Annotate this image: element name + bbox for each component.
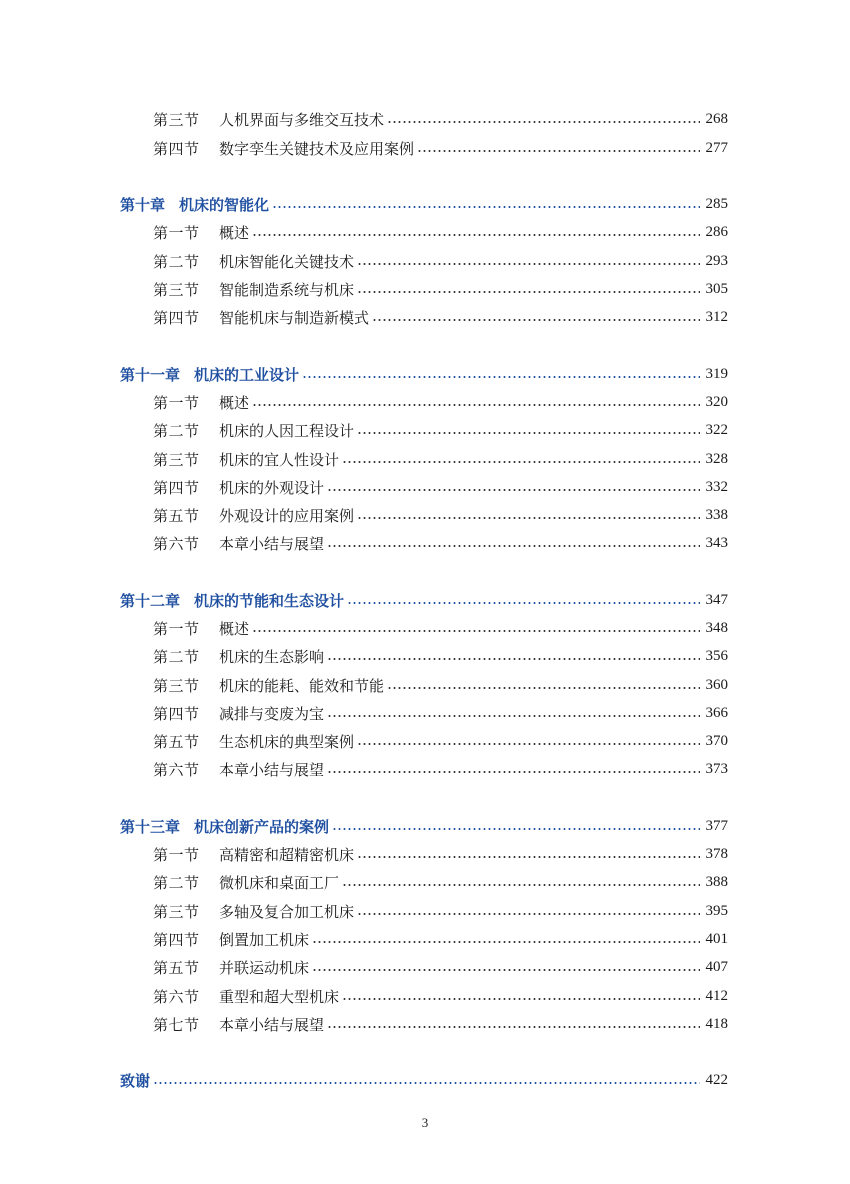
toc-section-entry[interactable]	[153, 871, 728, 893]
dot-leader	[327, 489, 699, 491]
dot-leader	[327, 545, 699, 547]
section-number: 第三节	[153, 676, 200, 695]
toc-section-entry[interactable]	[153, 419, 728, 441]
entry-page-number: 418	[705, 1015, 728, 1032]
dot-leader	[153, 1082, 699, 1084]
dot-leader	[387, 121, 699, 123]
section-number: 第三节	[153, 280, 200, 299]
entry-page-number: 395	[705, 902, 728, 919]
entry-page-number: 338	[705, 506, 728, 523]
section-number: 第二节	[153, 647, 200, 666]
section-number: 第四节	[153, 308, 200, 327]
entry-page-number: 373	[705, 760, 728, 777]
entry-title: 机床的工业设计	[194, 365, 300, 384]
toc-section-entry[interactable]	[153, 702, 728, 724]
section-number: 第四节	[153, 930, 200, 949]
section-number: 第六节	[153, 534, 200, 553]
section-number: 第一节	[153, 393, 200, 412]
entry-title: 人机界面与多维交互技术	[219, 110, 385, 129]
toc-section-entry[interactable]	[153, 843, 728, 865]
section-number: 第二节	[153, 873, 200, 892]
toc-section-entry[interactable]	[153, 221, 728, 243]
dot-leader	[357, 856, 699, 858]
dot-leader	[302, 376, 699, 378]
entry-page-number: 322	[705, 421, 728, 438]
toc-chapter-entry[interactable]	[120, 589, 728, 611]
section-number: 第四节	[153, 139, 200, 158]
dot-leader	[252, 404, 699, 406]
toc-chapter-entry[interactable]	[120, 1069, 728, 1091]
entry-title: 机床的宜人性设计	[219, 450, 340, 469]
dot-leader	[272, 206, 699, 208]
entry-page-number: 285	[705, 195, 728, 212]
entry-title: 机床的外观设计	[219, 478, 325, 497]
dot-leader	[252, 630, 699, 632]
entry-page-number: 347	[705, 591, 728, 608]
chapter-number: 第十三章	[120, 817, 181, 836]
dot-leader	[312, 969, 699, 971]
section-number: 第三节	[153, 902, 200, 921]
section-number: 第四节	[153, 704, 200, 723]
section-number: 第一节	[153, 845, 200, 864]
entry-title: 外观设计的应用案例	[219, 506, 355, 525]
entry-page-number: 360	[705, 676, 728, 693]
toc-section-entry[interactable]	[153, 532, 728, 554]
section-number: 第一节	[153, 619, 200, 638]
entry-title: 多轴及复合加工机床	[219, 902, 355, 921]
dot-leader	[357, 517, 699, 519]
chapter-number: 第十二章	[120, 591, 181, 610]
dot-leader	[357, 291, 699, 293]
dot-leader	[372, 319, 699, 321]
section-number: 第五节	[153, 958, 200, 977]
entry-page-number: 348	[705, 619, 728, 636]
toc-section-entry[interactable]	[153, 250, 728, 272]
entry-title: 智能制造系统与机床	[219, 280, 355, 299]
toc-section-entry[interactable]	[153, 306, 728, 328]
section-number: 第七节	[153, 1015, 200, 1034]
entry-title: 概述	[219, 223, 250, 242]
entry-page-number: 388	[705, 873, 728, 890]
dot-leader	[327, 771, 699, 773]
entry-page-number: 320	[705, 393, 728, 410]
entry-title: 高精密和超精密机床	[219, 845, 355, 864]
toc-section-entry[interactable]	[153, 476, 728, 498]
entry-page-number: 312	[705, 308, 728, 325]
toc-section-entry[interactable]	[153, 504, 728, 526]
entry-title: 致谢	[120, 1071, 151, 1090]
entry-page-number: 378	[705, 845, 728, 862]
section-number: 第四节	[153, 478, 200, 497]
dot-leader	[342, 461, 699, 463]
entry-title: 减排与变废为宝	[219, 704, 325, 723]
dot-leader	[357, 432, 699, 434]
section-number: 第二节	[153, 252, 200, 271]
dot-leader	[347, 602, 699, 604]
entry-title: 倒置加工机床	[219, 930, 310, 949]
toc-section-entry[interactable]	[153, 674, 728, 696]
section-number: 第六节	[153, 760, 200, 779]
toc-section-entry[interactable]	[153, 137, 728, 159]
entry-title: 本章小结与展望	[219, 760, 325, 779]
dot-leader	[357, 913, 699, 915]
entry-page-number: 407	[705, 958, 728, 975]
entry-page-number: 370	[705, 732, 728, 749]
dot-leader	[342, 998, 699, 1000]
entry-page-number: 422	[705, 1071, 728, 1088]
section-number: 第一节	[153, 223, 200, 242]
entry-page-number: 343	[705, 534, 728, 551]
entry-title: 智能机床与制造新模式	[219, 308, 370, 327]
entry-title: 微机床和桌面工厂	[219, 873, 340, 892]
toc-section-entry[interactable]	[153, 758, 728, 780]
dot-leader	[327, 1026, 699, 1028]
dot-leader	[417, 150, 699, 152]
entry-title: 本章小结与展望	[219, 534, 325, 553]
toc-section-entry[interactable]	[153, 391, 728, 413]
toc-section-entry[interactable]	[153, 278, 728, 300]
toc-section-entry[interactable]	[153, 956, 728, 978]
entry-page-number: 366	[705, 704, 728, 721]
toc-section-entry[interactable]	[153, 900, 728, 922]
section-number: 第三节	[153, 110, 200, 129]
dot-leader	[332, 828, 699, 830]
toc-section-entry[interactable]	[153, 108, 728, 130]
entry-page-number: 268	[705, 110, 728, 127]
toc-chapter-entry[interactable]	[120, 193, 728, 215]
dot-leader	[387, 687, 699, 689]
entry-page-number: 293	[705, 252, 728, 269]
toc-chapter-entry[interactable]	[120, 363, 728, 385]
section-number: 第三节	[153, 450, 200, 469]
section-number: 第五节	[153, 732, 200, 751]
dot-leader	[342, 884, 699, 886]
chapter-number: 第十章	[120, 195, 166, 214]
entry-title: 机床智能化关键技术	[219, 252, 355, 271]
entry-title: 机床的智能化	[179, 195, 270, 214]
entry-page-number: 356	[705, 647, 728, 664]
entry-title: 本章小结与展望	[219, 1015, 325, 1034]
entry-title: 并联运动机床	[219, 958, 310, 977]
dot-leader	[327, 715, 699, 717]
toc-section-entry[interactable]	[153, 928, 728, 950]
entry-page-number: 377	[705, 817, 728, 834]
section-number: 第二节	[153, 421, 200, 440]
entry-title: 机床的人因工程设计	[219, 421, 355, 440]
dot-leader	[357, 743, 699, 745]
entry-page-number: 277	[705, 139, 728, 156]
section-number: 第五节	[153, 506, 200, 525]
dot-leader	[252, 234, 699, 236]
toc-section-entry[interactable]	[153, 1013, 728, 1035]
page-number: 3	[421, 1115, 429, 1130]
entry-page-number: 286	[705, 223, 728, 240]
toc-section-entry[interactable]	[153, 617, 728, 639]
entry-title: 概述	[219, 619, 250, 638]
dot-leader	[312, 941, 699, 943]
entry-title: 机床的生态影响	[219, 647, 325, 666]
entry-title: 机床的能耗、能效和节能	[219, 676, 385, 695]
entry-title: 生态机床的典型案例	[219, 732, 355, 751]
toc-section-entry[interactable]	[153, 645, 728, 667]
toc-section-entry[interactable]	[153, 448, 728, 470]
chapter-number: 第十一章	[120, 365, 181, 384]
entry-title: 数字孪生关键技术及应用案例	[219, 139, 415, 158]
entry-page-number: 412	[705, 987, 728, 1004]
entry-page-number: 328	[705, 450, 728, 467]
dot-leader	[357, 263, 699, 265]
toc-section-entry[interactable]	[153, 985, 728, 1007]
dot-leader	[327, 658, 699, 660]
entry-title: 机床创新产品的案例	[194, 817, 330, 836]
section-number: 第六节	[153, 987, 200, 1006]
entry-page-number: 305	[705, 280, 728, 297]
entry-page-number: 319	[705, 365, 728, 382]
entry-title: 概述	[219, 393, 250, 412]
toc-section-entry[interactable]	[153, 730, 728, 752]
entry-title: 机床的节能和生态设计	[194, 591, 345, 610]
entry-page-number: 332	[705, 478, 728, 495]
entry-title: 重型和超大型机床	[219, 987, 340, 1006]
entry-page-number: 401	[705, 930, 728, 947]
toc-chapter-entry[interactable]	[120, 815, 728, 837]
